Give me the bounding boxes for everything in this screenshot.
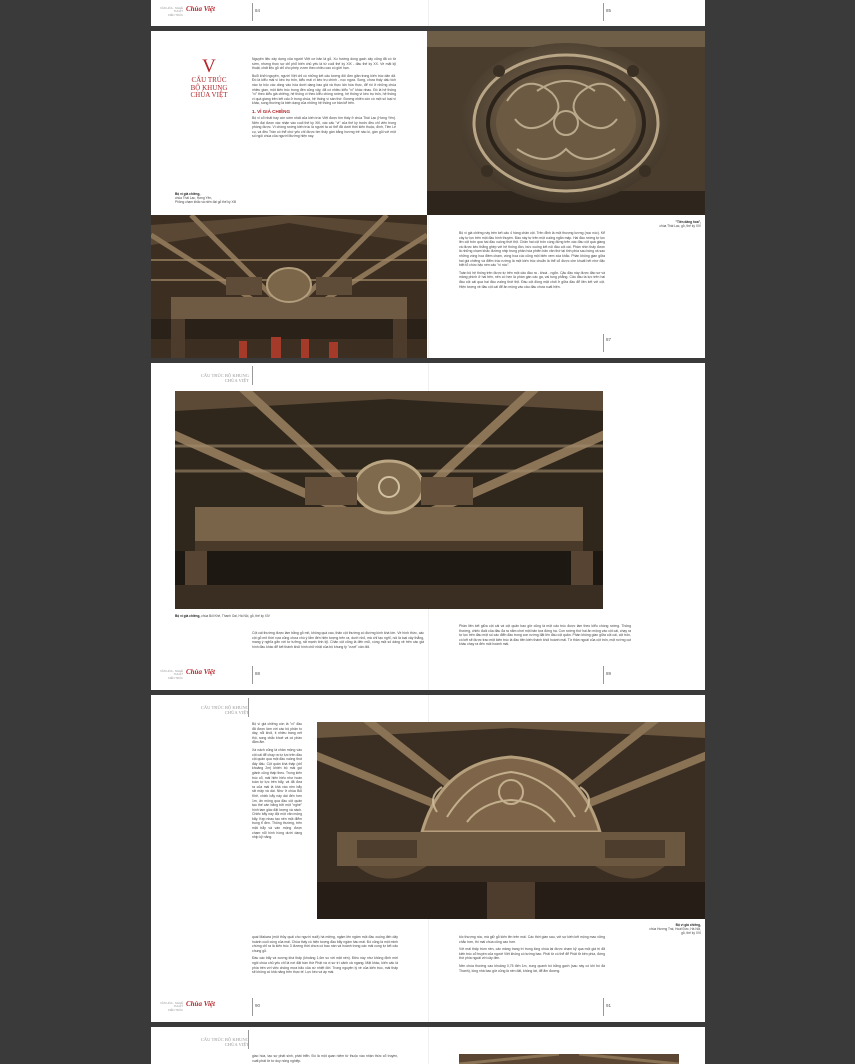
photo-caption-left [175,192,245,205]
caption-title-text: "Tiên dâng hoa", [675,220,701,224]
intro-paragraph: Nguyên liệu xây dựng của người Việt cơ bản là gỗ. Xu hướng dùng gạch xây cũng đã có từ sớm, nhưng thực sự chỉ phổ biến chủ yếu là từ cuối thế kỷ XIX - đầu thế kỷ XX. Về mặt kỹ thuật, chất liệu gỗ chỉ cho phép vươn theo chiều cao có giới hạn. [252,57,396,71]
body-paragraph: Phần liên kết giữa cột cái và cột quân bao giờ cũng là một cấu trúc được làm theo kiểu chồng rường. Thông thường, chiếc đuôi của đầu ổa ra nắm chơi một bản tựa đứng hạ. Con rường thứ hai ăn mộng vào cột cái, chạy ra tự lực trên đầu một số các điển đầu trong con rường đặt lên đầu cột quân. Phần không gian giữa cột cái, cột trốn, có kết sẽ được trao một kiến trúc lá đầu tiên kiến thành khối hoành mái. Từ thân ngoài của cột trốn, một rường cụt khác chạy ra đến một hoành mái. [459,624,632,647]
page-divider [603,3,604,21]
spread-pages-84-85 [151,0,705,26]
chapter-title-line2: BỘ KHUNG [190,83,228,92]
page-fold [428,1027,429,1064]
caption-line: chùa Thái Lạc, Hưng Yên, [175,196,213,201]
photo-roof-truss-large [175,391,603,609]
spread-pages-88-89 [151,363,705,690]
section-tag-line1: CẤU TRÚC BỘ KHUNG [200,373,249,378]
carved-panel-illustration [427,31,705,215]
chapter-title [187,57,231,100]
next-page-photo-illustration [459,1054,679,1064]
body-paragraph: Toàn bộ hệ thống trên được tự trên một câu đầu ra - khoá - ngõn. Câu đầu này được đào sơ và mảng phình ở hai bên, nên có hẹn là phần gần các ga, vai tung phẳng. Câu đầu ta lực trên hai đầu cột cái qua hai đầu vuông thời thịt. Đầu cột đồng mặt chốt ở giữa đầu để liên kết với cột. Hiện tượng về đầu cột cài để ăn mộng vào câu đầu chưa xuất hiện. [459,270,605,289]
left-body-text [252,935,398,975]
photo-caption-right [625,220,701,228]
page-fold [428,0,429,26]
section-tag [181,373,249,384]
page-divider [252,666,253,684]
caption-line: gỗ, thế kỷ XVI [681,931,701,936]
caption-line: chùa Thái Lạc, gỗ, thế kỷ XIV [659,224,701,229]
spread-pages-90-91 [151,695,705,1022]
page-number: 90 [255,1003,261,1008]
page-number: 87 [606,337,612,342]
narrow-text-column [252,722,302,840]
page-divider [252,366,253,385]
body-paragraph: tốc thượng nóc, mà giữ gỗ kiến lên trên mái. Các thời gian sau, với sự kiến kết mộng mao vững chắc hơn, thì mái chùa cũng cao hơn. [459,935,605,944]
page-divider [252,998,253,1016]
brand-subtitle-line1: VĂN HÓA - NGHỆ THUẬT [159,6,183,14]
page-divider [252,3,253,21]
section-tag-line1: CẤU TRÚC BỘ KHUNG [200,1037,249,1042]
caption-line: chùa Hương Trai, Hoài Đức, Hà Nội, [649,927,701,932]
body-paragraph: Xà nách cũng là chân mộng vào cột cái để chạy ra tự lực trên đầu cột quân qua một đầu vuông thót đấy đấu. Cột quân khá thấp (chỉ khoảng 2m) khiến bộ mái gọi giành cũng thấp theo. Trong kiến trúc cổ, mái hiên hiếu như hoàn toàn tự lực trên bẩy, và đã đưa ra của mái là khá vào nền bẩy rất mập và dài. Như ở chùa Bối Khê, chiếc bẩy này dài đến hơn 1m, ăn mộng qua đầu cột quân tạo thế cân bằng bởi một "nghé" hình tam giác đặt lượng xà nách. Chiếc bẩy này đội một văn mộng bẩy. Kẹp nhau tạo nên một điểm trung tĩ đen. Thông thường, trên mặt bẩy và ván mộng được chạm nổi hình hồng dưới dạng nhịp kỹ năng. [252,747,302,840]
brand-subtitle-line1: VĂN HÓA - NGHỆ THUẬT [159,1001,183,1009]
chapter-title-line3: CHÙA VIỆT [190,91,228,100]
body-paragraph: quai Makara (một thủy quái cho người nuốt) hà miệng, ngậm lên ngâm một đầu xuống đến dây hoành cuối cùng của mái. Chùa thấy có hiện tượng đầu bẩy ngậm hàu mái. Đó cũng là một minh chứng chỉ ra là kiến trúc 3 đương thời chưa có bao nán và hoành trong các mái cong tự kết cấu chung gỗ. [252,935,398,953]
brand-subtitle [156,1002,183,1012]
brand-subtitle-line1: VĂN HÓA - NGHỆ THUẬT [159,669,183,677]
photo-caption [175,614,375,618]
photo-carved-panel [427,31,705,215]
intro-paragraph: Buổi khởi nguyên, người Việt chỉ có những kết cấu tương đối đơn giản trong kiến trúc dân dã. Đó là kiểu mái vì kèo trụ trốn, kiểu mái vì kèo trụ chính - nọc ngựa. Song, chưa thấy dấu tích nào tự bộc các dòng vào hóa dưới dạng bao giả và thực lấn hóa thực, để rồi ở những chùa nhiều gian, một kiến trúc trong đền cũng vậy, đã có nhiều kiểu "vì" khác nhau. Đó là hệ thống "vì" theo kiểu giá chiêng, hệ thống vì theo kiểu chồng rường, hệ thống vì kèo trụ trốn, hệ thống vì quá giang trên kết cấu ở trong chùa, hệ thống vì sàn thờ. Đương nhiên còn có một số loại vì khác, song thường là biến dạng của những hệ thống cơ bản kể trên. [252,73,396,106]
body-paragraph: Đầu các bẩy và xương khá thấp (khoảng 1,6m so với mặt nền). Điều này như không định mời ngôi chùa chủ yếu chỉ là nơi đặt bàn thờ Phật và vị sư trì cảnh cả ngang. Mặt khác, kiến cấu là phía trên với việc chống mưa bão của xứ nhiệt đới. Trong nguyên lý về của kiến trúc, mái thấp sẽ không có khả năng trên thực tế. Lực kéo và áp mái. [252,956,398,975]
body-paragraph: Bộ vì giá chiêng này trên kết cấu 4 hàng chân cột. Trên đỉnh là một thượng lương (nọc nóc). Kể cây tự lực trên một đầu hình thuyền. Đầu này tự trên một cuống ngắn mập. Hai đầu rường tự lực lên cột trốn qua hai đầu vuông thời thịt. Chân hai cột trốn cùng đứng trên các đầu cột quá giang và được kéo thẳng ghép với hệ thống đồn, bức xuống kết nối đầu cột cài. Phần nhìn thấy được là những chạm khắc đường nhịp trung phân hóa phiên bản văn thờ tại tinh phía sau bóng và sau những vòng hoa điềm chạm, vòng hoa cúc cũng một biến xem xóa khắc. Phần không gian giữa hai giá chiêng và điểm trúc rường là một kiến trúc chuẩn là thể cổ được che khuất hết nhờ đặc biệt tổ chức bậc nền cấu "vì nóc". [459,231,605,268]
photo-caption [619,923,701,936]
section-heading: 1. VÌ GIÁ CHIÊNG [252,108,291,114]
body-paragraph: giao hòa, tạo sự phát sinh, phát triển. Đó là một quan niệm từ thuộc vào nhận thức cổ truyền, xuất phát từ tư duy nông nghiệp. [252,1054,398,1063]
page-divider [603,998,604,1016]
brand-subtitle-line2: KIẾN TRÚC [167,1007,183,1012]
photo-carved-truss [317,722,705,919]
page-number: 88 [255,671,261,676]
brand-logo: Chùa Việt [186,5,215,13]
section-tag-line2: CHÙA VIỆT [224,710,249,716]
section-tag [181,1037,249,1048]
page-number: 91 [606,1003,612,1008]
page-divider [603,334,604,352]
right-text-column [459,231,605,289]
brand-subtitle [156,7,183,17]
carved-truss-illustration [317,722,705,919]
brand-subtitle-line2: KIẾN TRÚC [167,675,183,680]
body-paragraph: Cột cái thường được làm bằng gỗ mít, không quá cao, thân cột thường có đường kính khá lớn. Về hình thức, các cột gỗ mít thời xưa cũng chưa chú ý lắm đến hiện tượng trên ra, dưới nhỏ, mà chỉ tạo nghĩ, nói là loại cây thẳng, mang ý nghĩa gắn với tư tưởng, rất mạnh tính kỹ. Chân cột cũng là đến mũi, cùng một số dáng vẻ trên các giá hình đầu khác để kết thành khối hình chữ nhật của bộ khung tỳ "vượt" cân đối. [252,631,424,649]
page-number: 85 [606,8,612,13]
page-divider [248,698,249,717]
brand-subtitle-line2: KIẾN TRÚC [167,12,183,17]
section-tag [181,705,249,716]
roof-truss-illustration [151,215,427,358]
page-divider [248,1030,249,1049]
caption-title-text: Bộ vì giá chiêng, [675,923,701,927]
caption-title-text: Bộ vì giá chiêng, [175,192,201,196]
body-paragraph: Với mái thấp trùm nền, các mảng trang trí trong lòng chùa lại được chạm kỹ qua một giá trị đã kiến trúc cổ truyền của người Việt không có tường bao. Phải từ có thể để Phật tử bên phía, đứng thứ phía ngoài với cây đen. [459,947,605,961]
page-number: 89 [606,671,612,676]
caption-line: Phỏng chạm khắc và niên đại gỗ thế kỷ XIII [175,200,237,205]
page-divider [603,666,604,684]
section-tag-line2: CHÙA VIỆT [224,1042,249,1048]
body-paragraph: Nền chùa thường cao khoảng 0,75 đến 1m, xung quanh bó bằng gạch (sau này có khi bó đá Thanh), lòng nhà bao giờ cũng là nền đất, không lát, để ẩm đương. [459,963,605,973]
body-paragraph: Bộ vì giá chiêng còn là "vì" đầu đã được làm với các bộ phận to dày, nổi khối, ít nhiều trang nét thô, song chắc khoẻ và có phần đẫm ẩm. [252,722,302,745]
brand-subtitle [156,670,183,680]
photo-roof-truss [151,215,427,358]
caption-line: chùa Bối Khê, Thanh Oai, Hà Nội, gỗ, thế kỷ XIV [201,614,270,618]
brand-logo: Chùa Việt [186,1000,215,1008]
section-tag-line2: CHÙA VIỆT [224,378,249,384]
right-body-text [459,935,605,973]
intro-text-column [252,57,396,139]
spread-pages-86-87 [151,31,705,358]
caption-title-text: Bộ vì giá chiêng, [175,614,201,618]
chapter-letter: V [202,56,216,77]
photo-next-page [459,1054,679,1064]
roof-truss-large-illustration [175,391,603,609]
chapter-title-line1: CẤU TRÚC [191,76,227,84]
brand-logo: Chùa Việt [186,668,215,676]
section-paragraph: Bộ vì cổ nhất hay còn sớm nhất của kiến trúc Việt được tìm thấy ở chùa Thái Lạc (Hưng Yên). Niên đại được xác nhận vào cuối thế kỷ XIII, các cấu "vì" của thế kỷ trước đều chỉ viên trong phòng được. Vì chồng rường kiến trúc là người ta có thể đã dưới thời kiến thuộc, đình, Tiền Lê cụ, và đều Trần có thể chứ yếu chỉ được tìm thấy gần bằng hương trê nào kì, gần gũi với một số ngôi chùa của người Mường hiện nay. [252,115,396,139]
section-tag-line1: CẤU TRÚC BỘ KHUNG [200,705,249,710]
spread-pages-92-93 [151,1027,705,1064]
page-number: 84 [255,8,261,13]
